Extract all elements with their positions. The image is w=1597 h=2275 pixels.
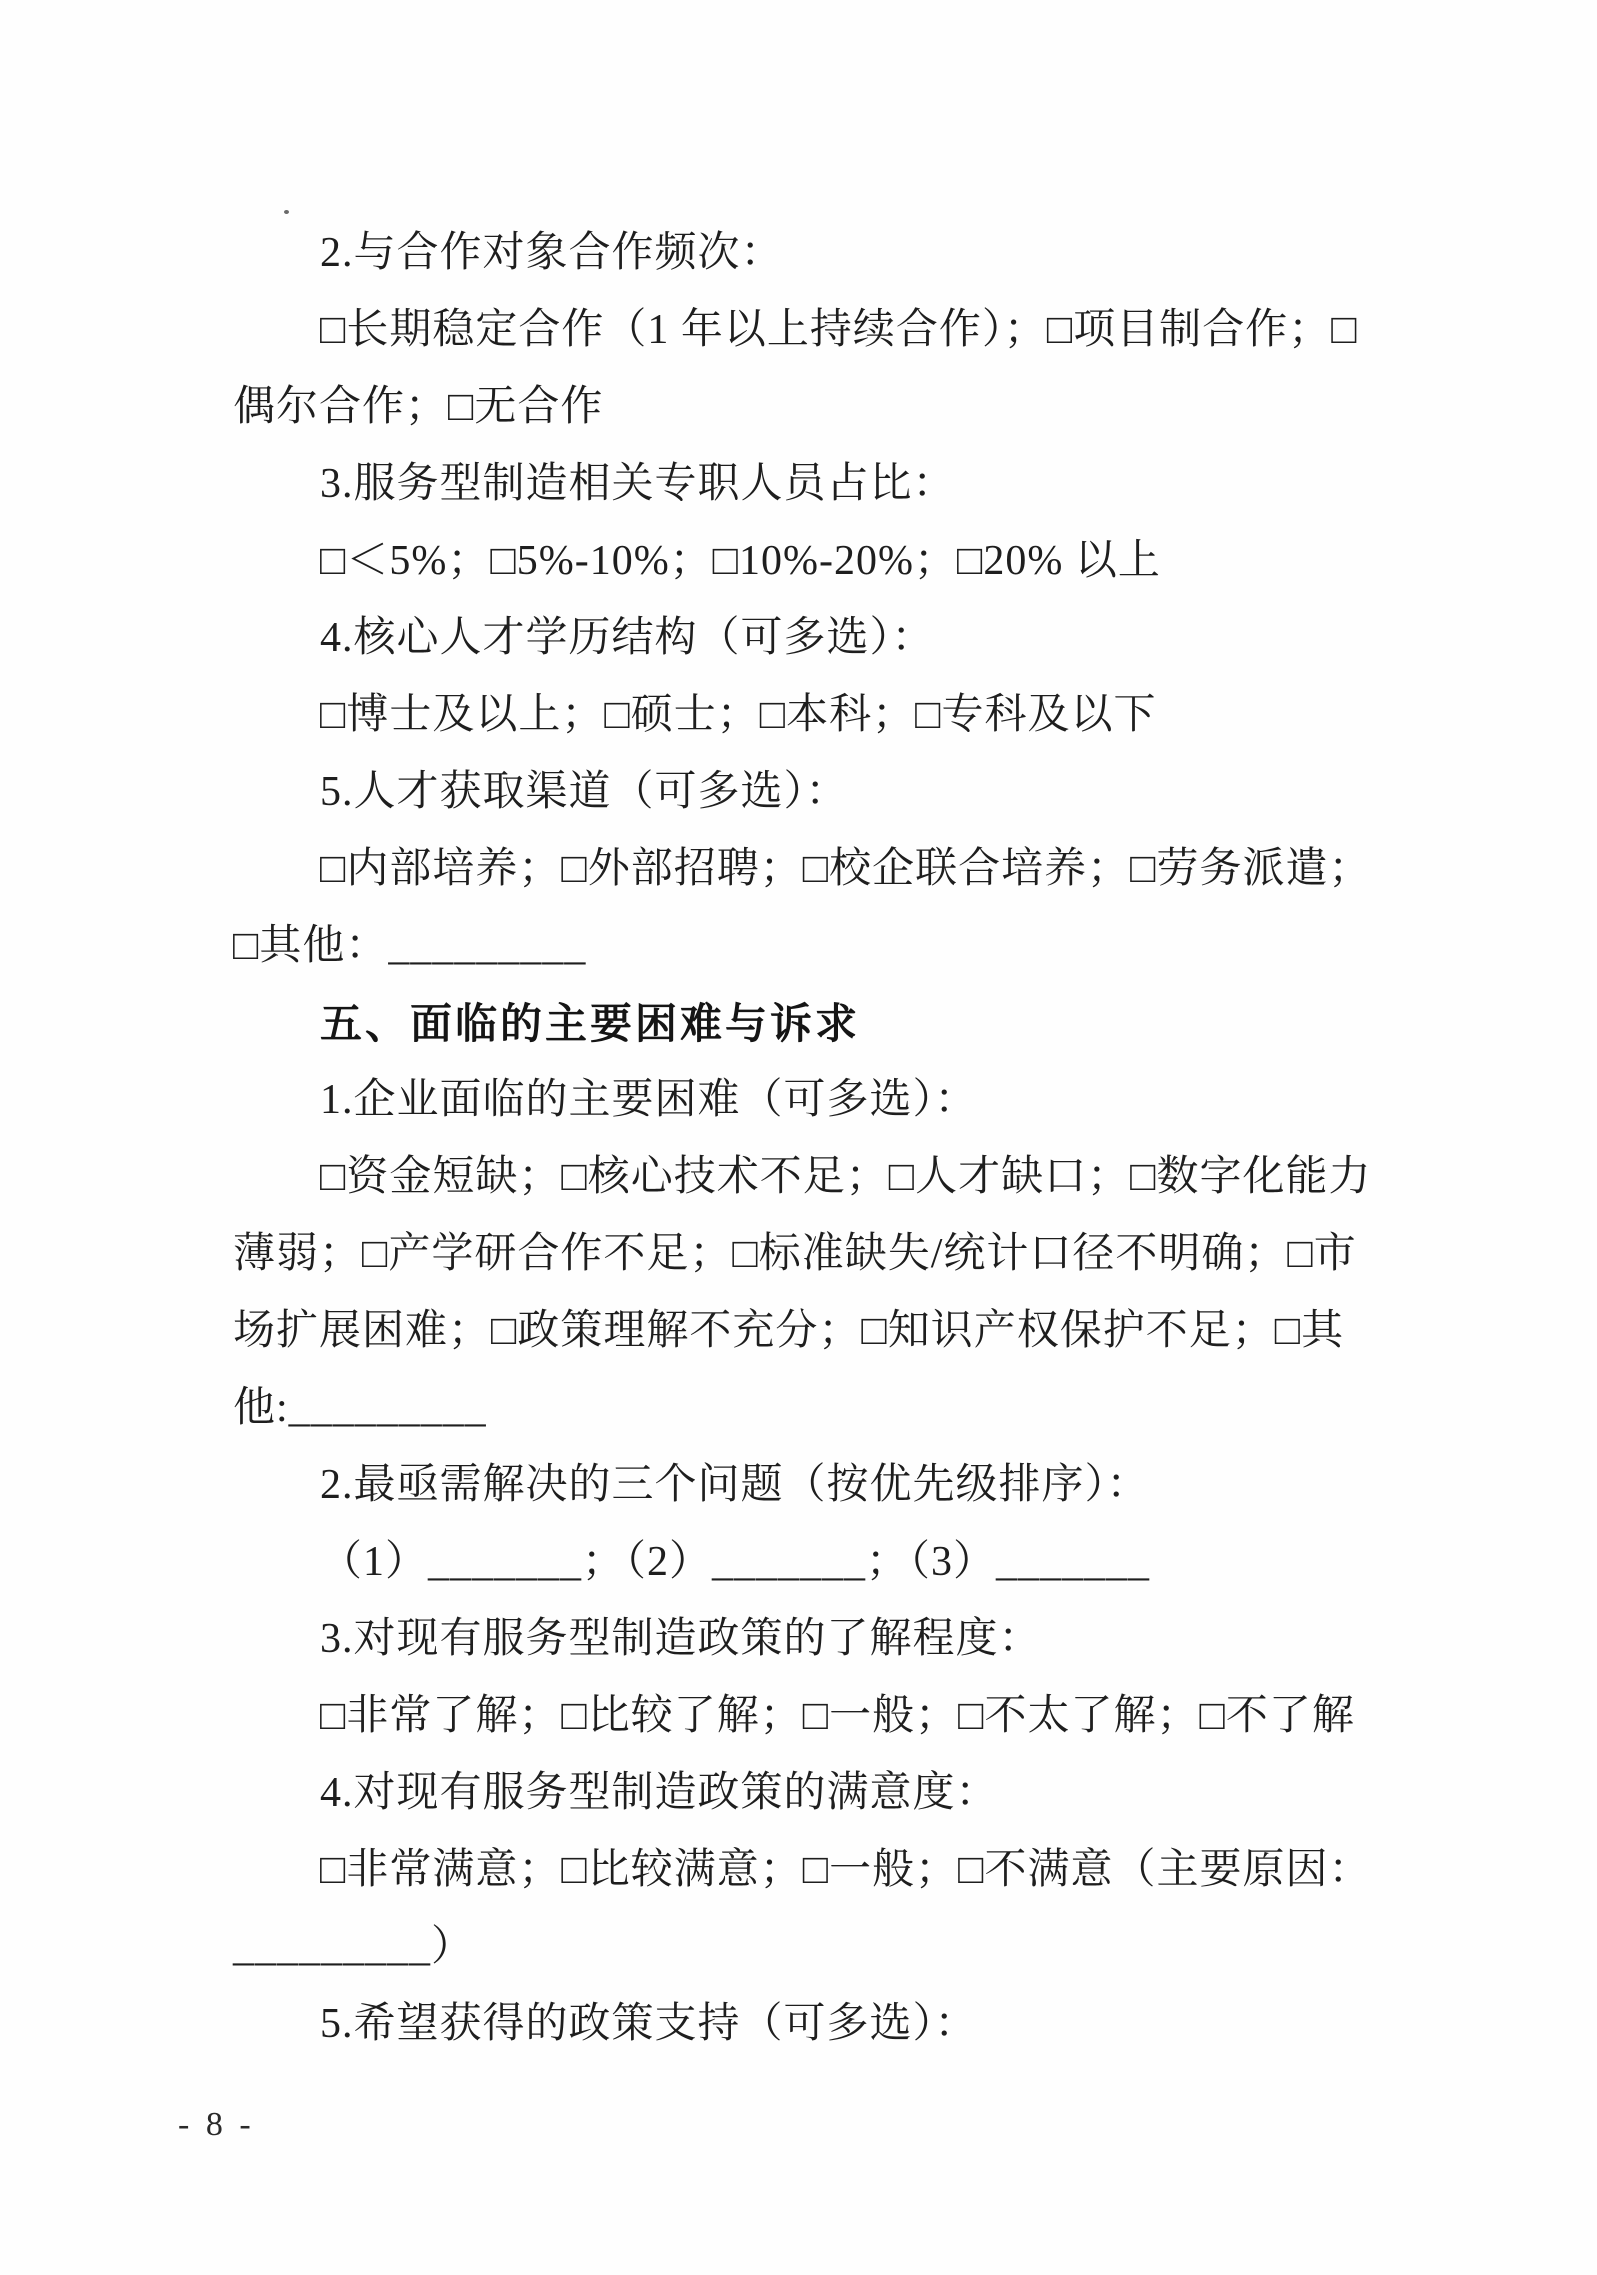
doc-line: □＜5%；□5%-10%；□10%-20%；□20% 以上 xyxy=(320,538,1161,584)
doc-line: 场扩展困难；□政策理解不充分；□知识产权保护不足；□其 xyxy=(233,1308,1345,1354)
doc-line: 2.最亟需解决的三个问题（按优先级排序）： xyxy=(320,1462,1150,1508)
doc-line: 3.对现有服务型制造政策的了解程度： xyxy=(320,1616,1042,1662)
page-number: - 8 - xyxy=(178,2106,255,2143)
doc-line: 偶尔合作；□无合作 xyxy=(233,384,604,430)
doc-line: 5.希望获得的政策支持（可多选）： xyxy=(320,2001,978,2047)
doc-line: □非常满意；□比较满意；□一般；□不满意（主要原因： xyxy=(320,1847,1372,1893)
doc-line: （1）_______；（2）_______；（3）_______ xyxy=(320,1539,1151,1585)
doc-line: _________） xyxy=(233,1924,475,1970)
doc-line: 4.核心人才学历结构（可多选）： xyxy=(320,615,935,661)
scan-speck xyxy=(284,210,289,214)
doc-line: 4.对现有服务型制造政策的满意度： xyxy=(320,1770,999,1816)
doc-line: □博士及以上；□硕士；□本科；□专科及以下 xyxy=(320,692,1157,738)
doc-line: □资金短缺；□核心技术不足；□人才缺口；□数字化能力 xyxy=(320,1154,1372,1200)
doc-line: □其他：_________ xyxy=(233,923,587,969)
doc-line: 5.人才获取渠道（可多选）： xyxy=(320,769,849,815)
doc-line: □内部培养；□外部招聘；□校企联合培养；□劳务派遣； xyxy=(320,846,1372,892)
doc-line: 3.服务型制造相关专职人员占比： xyxy=(320,461,956,507)
doc-line: 2.与合作对象合作频次： xyxy=(320,230,784,276)
section-heading: 五、面临的主要困难与诉求 xyxy=(320,1000,861,1047)
doc-line: 他:_________ xyxy=(233,1385,487,1431)
doc-line: 1.企业面临的主要困难（可多选）： xyxy=(320,1077,978,1123)
doc-line: □长期稳定合作（1 年以上持续合作）；□项目制合作；□ xyxy=(320,307,1358,353)
doc-line: 薄弱；□产学研合作不足；□标准缺失/统计口径不明确；□市 xyxy=(233,1231,1357,1277)
document-body xyxy=(233,215,1458,2063)
doc-line: □非常了解；□比较了解；□一般；□不太了解；□不了解 xyxy=(320,1693,1355,1739)
